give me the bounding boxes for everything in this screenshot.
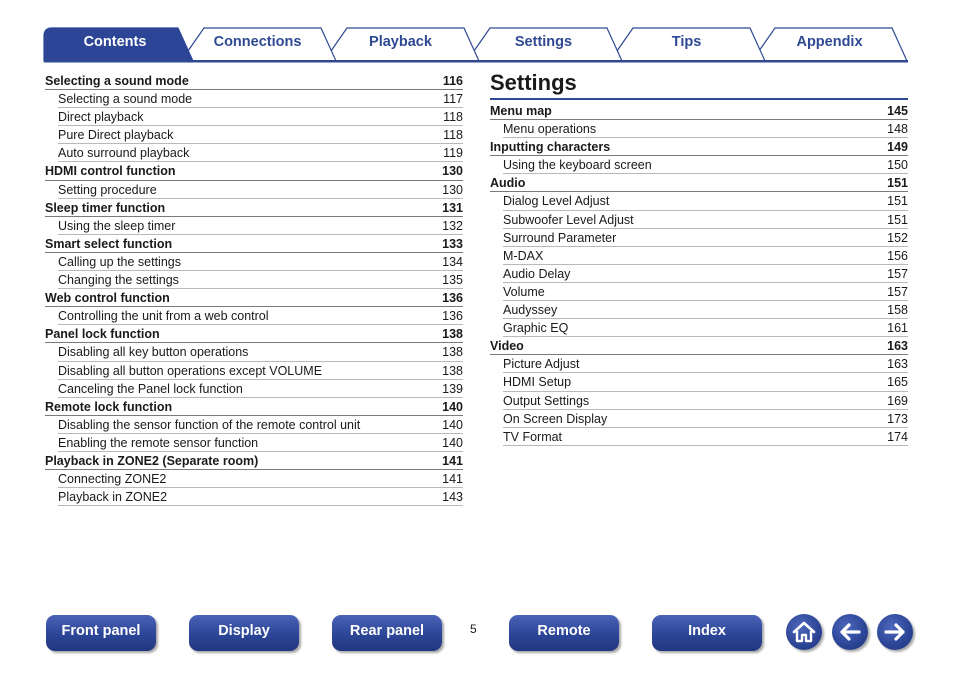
toc-label: Disabling all key button operations xyxy=(58,345,249,360)
arrow-right-icon xyxy=(877,614,913,650)
toc-label: Dialog Level Adjust xyxy=(503,194,610,209)
toc-page: 135 xyxy=(442,273,463,288)
toc-label: Picture Adjust xyxy=(503,357,580,372)
toc-page: 118 xyxy=(443,110,463,125)
toc-page: 119 xyxy=(443,146,463,161)
toc-page: 131 xyxy=(442,200,463,215)
toc-page: 118 xyxy=(443,128,463,143)
toc-row[interactable] xyxy=(58,271,463,289)
tab-bar xyxy=(0,0,954,64)
toc-row[interactable] xyxy=(45,235,463,253)
toc-page: 134 xyxy=(442,254,463,269)
tab-settings[interactable]: Settings xyxy=(514,34,573,50)
toc-label: Subwoofer Level Adjust xyxy=(503,212,634,227)
remote-button[interactable]: Remote xyxy=(509,615,619,651)
toc-label: Web control function xyxy=(45,291,170,306)
toc-row[interactable] xyxy=(503,265,908,283)
toc-row[interactable] xyxy=(503,392,908,410)
toc-page: 141 xyxy=(442,453,463,468)
toc-label: Disabling the sensor function of the remote control unit xyxy=(58,417,361,432)
toc-row[interactable] xyxy=(45,289,463,307)
toc-label: Audio xyxy=(490,176,526,191)
rear-panel-button[interactable]: Rear panel xyxy=(332,615,442,651)
toc-row[interactable] xyxy=(58,488,463,506)
toc-row[interactable] xyxy=(58,343,463,361)
display-button[interactable]: Display xyxy=(189,615,299,651)
toc-page: 116 xyxy=(442,74,463,88)
toc-row[interactable] xyxy=(58,90,463,108)
toc-page: 174 xyxy=(887,429,908,444)
toc-label: Pure Direct playback xyxy=(58,128,174,143)
toc-row[interactable] xyxy=(45,162,463,180)
toc-label: M-DAX xyxy=(503,248,544,263)
toc-page: 163 xyxy=(887,339,908,354)
toc-row[interactable] xyxy=(503,283,908,301)
tab-connections[interactable]: Connections xyxy=(213,34,302,50)
tab-appendix[interactable]: Appendix xyxy=(796,34,863,50)
toc-label: HDMI control function xyxy=(45,164,176,179)
left-toc xyxy=(45,72,463,506)
toc-page: 150 xyxy=(887,158,908,173)
toc-page: 173 xyxy=(887,411,908,426)
toc-label: Playback in ZONE2 (Separate room) xyxy=(45,453,259,468)
toc-row[interactable] xyxy=(490,337,908,355)
toc-row[interactable] xyxy=(503,410,908,428)
toc-label: Changing the settings xyxy=(58,273,179,288)
toc-label: Enabling the remote sensor function xyxy=(58,435,259,450)
toc-page: 133 xyxy=(442,236,463,251)
toc-page: 138 xyxy=(442,327,463,342)
toc-row[interactable] xyxy=(58,217,463,235)
toc-row[interactable] xyxy=(58,144,463,162)
toc-row[interactable] xyxy=(503,229,908,247)
toc-label: Using the sleep timer xyxy=(58,218,176,233)
toc-label: Audyssey xyxy=(503,303,558,318)
toc-label: TV Format xyxy=(503,429,563,444)
toc-page: 157 xyxy=(887,284,908,299)
toc-row[interactable] xyxy=(503,211,908,229)
toc-row[interactable] xyxy=(503,428,908,446)
toc-page: 145 xyxy=(887,104,908,118)
toc-label: Remote lock function xyxy=(45,399,173,414)
tab-baseline xyxy=(44,60,908,63)
toc-label: Calling up the settings xyxy=(58,254,181,269)
toc-label: Audio Delay xyxy=(503,266,571,281)
toc-row[interactable] xyxy=(58,253,463,271)
toc-page: 143 xyxy=(442,490,463,505)
home-button[interactable] xyxy=(786,614,822,650)
toc-row[interactable] xyxy=(58,181,463,199)
toc-label: Surround Parameter xyxy=(503,230,617,245)
toc-page: 139 xyxy=(442,381,463,396)
toc-row[interactable] xyxy=(58,108,463,126)
home-icon xyxy=(786,614,822,650)
toc-row[interactable] xyxy=(58,470,463,488)
arrow-left-icon xyxy=(832,614,868,650)
tab-playback[interactable]: Playback xyxy=(369,34,432,50)
toc-row[interactable] xyxy=(490,174,908,192)
toc-label: Connecting ZONE2 xyxy=(58,472,167,487)
toc-page: 130 xyxy=(442,164,463,179)
tab-contents[interactable]: Contents xyxy=(83,34,147,50)
toc-label: Menu operations xyxy=(503,122,597,137)
toc-row[interactable] xyxy=(503,319,908,337)
toc-page: 140 xyxy=(442,435,463,450)
toc-page: 136 xyxy=(442,309,463,324)
toc-page: 157 xyxy=(887,266,908,281)
toc-label: Graphic EQ xyxy=(503,321,569,336)
toc-label: HDMI Setup xyxy=(503,375,572,390)
toc-label: Output Settings xyxy=(503,393,590,408)
toc-row[interactable] xyxy=(503,192,908,210)
toc-row[interactable] xyxy=(503,355,908,373)
toc-label: Playback in ZONE2 xyxy=(58,490,168,505)
title-rule xyxy=(490,98,908,100)
toc-label: Sleep timer function xyxy=(45,200,166,215)
toc-row[interactable] xyxy=(45,72,463,90)
toc-row[interactable] xyxy=(58,126,463,144)
toc-label: Video xyxy=(490,339,524,354)
tab-tips[interactable]: Tips xyxy=(671,34,702,50)
toc-page: 140 xyxy=(442,417,463,432)
toc-label: Direct playback xyxy=(58,110,144,125)
toc-row[interactable] xyxy=(45,452,463,470)
toc-row[interactable] xyxy=(503,120,908,138)
toc-label: Selecting a sound mode xyxy=(58,92,193,107)
toc-label: Smart select function xyxy=(45,236,173,251)
tab-bar-shapes xyxy=(0,0,954,64)
toc-label: Volume xyxy=(503,284,545,299)
toc-row[interactable] xyxy=(503,247,908,265)
toc-label: Controlling the unit from a web control xyxy=(58,309,269,324)
toc-row[interactable] xyxy=(58,307,463,325)
toc-page: 151 xyxy=(887,194,908,209)
toc-page: 158 xyxy=(887,303,908,318)
toc-page: 151 xyxy=(887,176,908,191)
toc-label: Menu map xyxy=(490,104,552,118)
toc-label: Inputting characters xyxy=(490,140,611,155)
toc-page: 152 xyxy=(887,230,908,245)
toc-row[interactable] xyxy=(58,416,463,434)
toc-page: 138 xyxy=(442,363,463,378)
toc-page: 165 xyxy=(887,375,908,390)
toc-page: 169 xyxy=(887,393,908,408)
toc-row[interactable] xyxy=(45,398,463,416)
toc-row[interactable] xyxy=(503,156,908,174)
toc-label: Setting procedure xyxy=(58,182,157,197)
toc-label: Selecting a sound mode xyxy=(45,74,189,88)
toc-page: 161 xyxy=(887,321,908,336)
toc-label: Disabling all button operations except VOLUME xyxy=(58,363,323,378)
toc-page: 151 xyxy=(887,212,908,227)
index-button[interactable]: Index xyxy=(652,615,762,651)
toc-label: Canceling the Panel lock function xyxy=(58,381,243,396)
toc-row[interactable] xyxy=(58,434,463,452)
toc-page: 140 xyxy=(442,399,463,414)
toc-label: Using the keyboard screen xyxy=(503,158,652,173)
toc-page: 163 xyxy=(887,357,908,372)
toc-row[interactable] xyxy=(45,325,463,343)
toc-page: 136 xyxy=(442,291,463,306)
toc-page: 117 xyxy=(443,92,463,107)
page-number: 5 xyxy=(470,622,477,636)
toc-row[interactable] xyxy=(58,380,463,398)
toc-page: 149 xyxy=(887,140,908,155)
toc-page: 141 xyxy=(442,472,463,487)
toc-row[interactable] xyxy=(45,199,463,217)
toc-row[interactable] xyxy=(490,138,908,156)
toc-label: Auto surround playback xyxy=(58,146,190,161)
section-title: Settings xyxy=(490,70,577,95)
toc-page: 132 xyxy=(442,218,463,233)
forward-button[interactable] xyxy=(877,614,913,650)
toc-page: 138 xyxy=(442,345,463,360)
toc-page: 156 xyxy=(887,248,908,263)
toc-label: On Screen Display xyxy=(503,411,608,426)
toc-row[interactable] xyxy=(503,301,908,319)
toc-row[interactable] xyxy=(503,373,908,391)
toc-page: 130 xyxy=(442,182,463,197)
toc-row[interactable] xyxy=(58,362,463,380)
toc-row[interactable] xyxy=(490,102,908,120)
back-button[interactable] xyxy=(832,614,868,650)
toc-label: Panel lock function xyxy=(45,327,160,342)
toc-page: 148 xyxy=(887,122,908,137)
right-toc xyxy=(490,102,908,446)
front-panel-button[interactable]: Front panel xyxy=(46,615,156,651)
